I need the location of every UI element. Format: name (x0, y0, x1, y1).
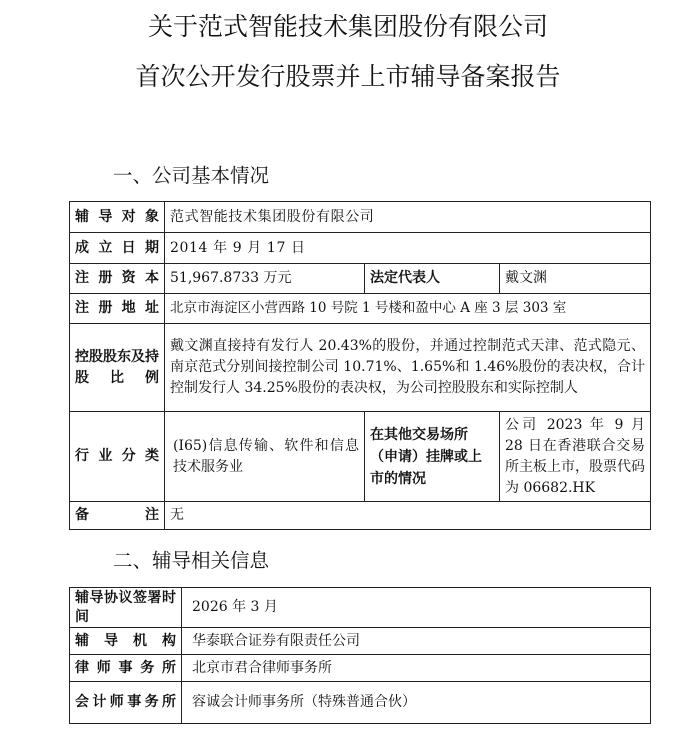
section-heading-company-info: 一、公司基本情况 (113, 164, 270, 187)
accounting-firm-label: 会计师事务所 (70, 682, 182, 724)
capital-value: 51,967.8733 万元 (165, 264, 365, 294)
remarks-value: 无 (165, 502, 651, 530)
company-info-table (69, 201, 651, 530)
capital-label: 注册资本 (70, 264, 165, 294)
institution-value: 华泰联合证券有限责任公司 (182, 628, 651, 655)
address-label: 注册地址 (70, 294, 165, 324)
address-value: 北京市海淀区小营西路 10 号院 1 号楼和盈中心 A 座 3 层 303 室 (165, 294, 651, 324)
agreement-date-label: 辅导协议签署时间 (70, 588, 182, 628)
target-label: 辅导对象 (70, 202, 165, 233)
other-listing-label: 在其他交易场所（申请）挂牌或上市的情况 (365, 412, 500, 502)
industry-value: (I65)信息传输、软件和信息技术服务业 (165, 412, 365, 502)
law-firm-label: 律师事务所 (70, 655, 182, 682)
report-title-line-1: 关于范式智能技术集团股份有限公司 (147, 12, 548, 41)
section-heading-tutoring-info: 二、辅导相关信息 (113, 549, 270, 572)
law-firm-value: 北京市君合律师事务所 (182, 655, 651, 682)
remarks-label: 备注 (70, 502, 165, 530)
tutoring-info-table (69, 587, 651, 724)
industry-label: 行业分类 (70, 412, 165, 502)
accounting-firm-value: 容诚会计师事务所（特殊普通合伙） (182, 682, 651, 724)
controller-value: 戴文渊直接持有发行人 20.43%的股份，并通过控制范式天津、范式隐元、南京范式分别间接控制公司 10.71%、1.65%和 1.46%股份的表决权，合计控制发行人 34.25%股份的表决权，为公司控股股东和实际控制人 (165, 324, 651, 412)
date-label: 成立日期 (70, 233, 165, 264)
institution-label: 辅导机构 (70, 628, 182, 655)
report-title-line-2: 首次公开发行股票并上市辅导备案报告 (135, 62, 561, 91)
agreement-date-value: 2026 年 3 月 (182, 588, 651, 628)
controller-label: 控股股东及持股比例 (70, 324, 165, 412)
other-listing-value: 公司 2023 年 9 月 28 日在香港联合交易所主板上市，股票代码为 06682.HK (500, 412, 651, 502)
target-value: 范式智能技术集团股份有限公司 (165, 202, 651, 233)
date-value: 2014 年 9 月 17 日 (165, 233, 651, 264)
legal-rep-value: 戴文渊 (500, 264, 651, 294)
legal-rep-label: 法定代表人 (365, 264, 500, 294)
